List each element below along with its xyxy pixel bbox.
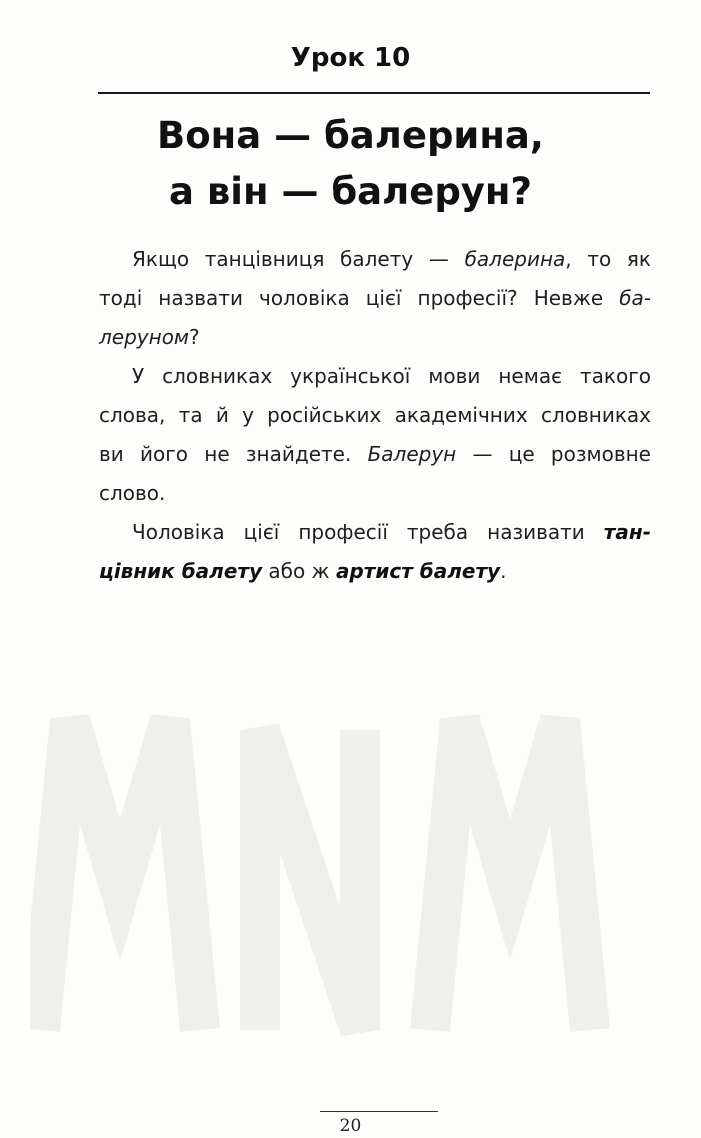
text-run: Чоловіка цієї професії треба називати — [132, 520, 604, 544]
text-run: Якщо танцівниця балету — — [132, 247, 465, 271]
text-line — [99, 240, 651, 279]
title-rule — [98, 92, 650, 94]
lesson-label: Урок 10 — [290, 43, 411, 73]
italic-term: ба- — [619, 286, 651, 310]
page-number: 20 — [339, 1116, 362, 1136]
paragraph-3 — [99, 513, 651, 591]
title-line-2: а він — балерун? — [169, 170, 532, 213]
text-run: ви його не знайдете. — [99, 442, 368, 466]
text-line — [99, 279, 651, 318]
footer-rule — [320, 1111, 438, 1112]
article-body — [99, 240, 651, 591]
title-line-1: Вона — балерина, — [157, 114, 544, 157]
bold-italic-term: цівник балету — [99, 559, 263, 583]
bold-italic-term: артист балету — [335, 559, 501, 583]
text-run: або ж — [262, 559, 336, 583]
text-line: слово. — [99, 481, 166, 505]
text-line: слова, та й у російських академічних словниках — [99, 403, 651, 427]
italic-term: Балерун — [367, 442, 457, 466]
text-run: — це розмовне — [456, 442, 651, 466]
text-line — [99, 513, 651, 552]
paragraph-1 — [99, 240, 651, 357]
text-run: тоді назвати чоловіка цієї професії? Невже — [99, 286, 620, 310]
text-line — [99, 318, 651, 357]
text-run: ? — [189, 325, 200, 349]
text-line: У словниках української мови немає такого — [132, 364, 651, 388]
page-title — [60, 108, 641, 220]
paragraph-2 — [99, 357, 651, 513]
show-through-texture — [30, 690, 670, 1050]
text-line — [99, 552, 651, 591]
text-line — [99, 435, 651, 474]
italic-term: леруном — [99, 325, 190, 349]
text-run: . — [500, 559, 507, 583]
bold-italic-term: тан- — [603, 520, 651, 544]
italic-term: балерина — [464, 247, 566, 271]
text-run: , то як — [565, 247, 651, 271]
